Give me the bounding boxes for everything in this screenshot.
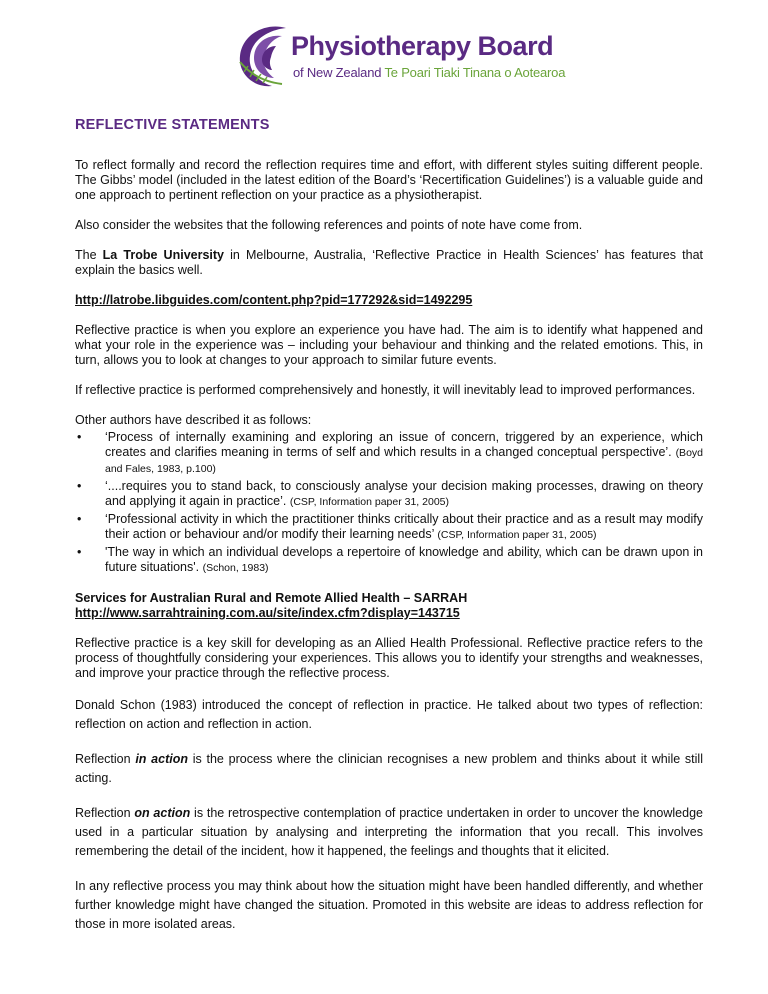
final-paragraph: In any reflective process you may think about how the situation might have been handled differently, and whether further knowledge might have changed the situation. Promoted in this website are ideas to address reflection for those in more isolated areas. [75, 879, 703, 931]
logo-subtitle [293, 65, 565, 80]
bullet-citation: (CSP, Information paper 31, 2005) [289, 496, 449, 508]
document-body [75, 118, 703, 950]
on-action-pre: Reflection [75, 806, 135, 820]
logo-subtitle-maori: Te Poari Tiaki Tinana o Aotearoa [384, 65, 566, 80]
in-action-post: is the process where the clinician recognises a new problem and thinks about it while still acting. [75, 752, 703, 785]
schon-paragraph: Donald Schon (1983) introduced the concept of reflection in practice. He talked about two types of reflection: reflection on action and reflection in action. [75, 698, 703, 731]
in-action-term: in action [135, 752, 188, 766]
bullet-text: 'The way in which an individual develops a repertoire of knowledge and ability, which can be drawn upon in future situations'. [105, 545, 703, 574]
bullet-citation: (CSP, Information paper 31, 2005) [437, 529, 597, 541]
sarrah-section-header [75, 591, 703, 621]
latrobe-post: in Melbourne, Australia, ‘Reflective Practice in Health Sciences’ has features that explain the basics well. [75, 248, 703, 277]
latrobe-name: La Trobe University [102, 248, 224, 262]
latrobe-pre: The [75, 248, 103, 262]
board-logo [236, 22, 566, 92]
latrobe-paragraph [75, 248, 703, 278]
sarrah-heading: Services for Australian Rural and Remote Allied Health – SARRAH [75, 591, 468, 605]
logo-title: Physiotherapy Board [291, 31, 554, 61]
page-title: REFLECTIVE STATEMENTS [75, 117, 270, 133]
list-item [75, 479, 703, 510]
bullet-text: ‘Professional activity in which the practitioner thinks critically about their practice and as a result may modify their action or behaviour and/or modify their learning needs’ [105, 512, 703, 541]
list-item [75, 545, 703, 576]
intro-paragraph-2: Also consider the websites that the following references and points of note have come from. [75, 218, 583, 232]
sarrah-link[interactable]: http://www.sarrahtraining.com.au/site/index.cfm?display=143715 [75, 606, 460, 620]
reflective-practice-paragraph: Reflective practice is when you explore an experience you have had. The aim is to identify what happened and what your role in the experience was – including your behaviour and thinking and the related emotions. This, in turn, allows you to look at changes to your approach to similar future events. [75, 323, 703, 367]
bullet-citation: (Schon, 1983) [202, 562, 269, 574]
definitions-list [75, 430, 703, 576]
list-item [75, 512, 703, 543]
on-action-post: is the retrospective contemplation of practice undertaken in order to uncover the knowledge used in a particular situation by analysing and interpreting the information that you recall. This involves remembering the detail of the incident, how it happened, the feelings and thoughts that it elicited. [75, 806, 703, 858]
reflection-on-action-paragraph [75, 804, 703, 861]
on-action-term: on action [134, 806, 191, 820]
in-action-pre: Reflection [75, 752, 136, 766]
logo-subtitle-english: of New Zealand [293, 65, 382, 80]
intro-paragraph-1: To reflect formally and record the reflection requires time and effort, with different styles suiting different people. The Gibbs’ model (included in the latest edition of the Board’s ‘Recertification Guidelines’) is a valuable guide and one approach to pertinent reflection on your practice as a physiotherapist. [75, 158, 703, 202]
bullet-text: ‘....requires you to stand back, to consciously analyse your decision making processes, drawing on theory and applying it again in practice’. [105, 479, 703, 508]
list-item [75, 430, 703, 477]
reflection-in-action-paragraph [75, 750, 703, 788]
bullet-citation: (Boyd and Fales, 1983, p.100) [105, 447, 703, 475]
key-skill-paragraph: Reflective practice is a key skill for developing as an Allied Health Professional. Reflective practice refers to the process of thoughtfully considering your experiences. This allows you to identify your strengths and weaknesses, and improve your practice through the reflective process. [75, 636, 703, 680]
improved-performance-paragraph: If reflective practice is performed comprehensively and honestly, it will inevitably lead to improved performances. [75, 383, 696, 397]
bullet-text: ‘Process of internally examining and exploring an issue of concern, triggered by an experience, which creates and clarifies meaning in terms of self and which results in a changed conceptual perspective’. [105, 430, 703, 459]
fern-koru-logo-icon [236, 22, 296, 90]
authors-intro: Other authors have described it as follows: [75, 413, 312, 427]
latrobe-link[interactable]: http://latrobe.libguides.com/content.php?pid=177292&sid=1492295 [75, 293, 473, 307]
